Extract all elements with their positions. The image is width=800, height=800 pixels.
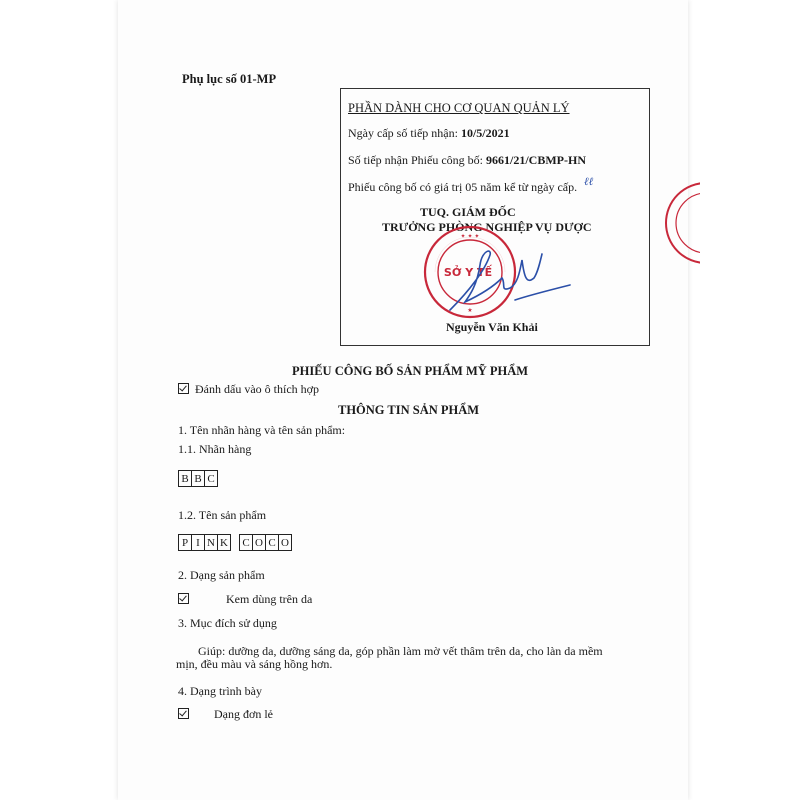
presentation-form-row xyxy=(178,707,273,722)
svg-text:★: ★ xyxy=(467,307,473,314)
product-letter: C xyxy=(239,534,253,551)
signer-title-2: TRƯỞNG PHÒNG NGHIỆP VỤ DƯỢC xyxy=(382,220,592,234)
checkbox-checked-icon xyxy=(178,383,189,394)
product-letter: O xyxy=(278,534,292,551)
product-letter: N xyxy=(204,534,218,551)
form-title: PHIẾU CÔNG BỐ SẢN PHẨM MỸ PHẨM xyxy=(292,364,529,378)
receipt-number-label: Số tiếp nhận Phiếu công bố: xyxy=(348,153,483,167)
section-title: THÔNG TIN SẢN PHẨM xyxy=(338,403,480,417)
item2-label: 2. Dạng sản phẩm xyxy=(178,568,265,582)
receipt-number-value: 9661/21/CBMP-HN xyxy=(486,153,586,167)
product-letter-boxes xyxy=(178,534,291,551)
signer-title-1: TUQ. GIÁM ĐỐC xyxy=(420,205,516,219)
checkbox-checked-icon xyxy=(178,593,189,604)
purpose-line-2: mịn, đều màu và sáng hồng hơn. xyxy=(176,657,333,671)
stamp-center-text: SỞ Y TẾ xyxy=(443,266,493,279)
item3-label: 3. Mục đích sử dụng xyxy=(178,616,277,630)
initials-mark: ℓℓ xyxy=(584,176,594,188)
purpose-line-1: Giúp: dưỡng da, dưỡng sáng da, góp phần làm mờ vết thâm trên da, cho làn da mềm xyxy=(198,644,603,658)
receipt-number-row xyxy=(348,153,586,168)
brand-letter: C xyxy=(204,470,218,487)
check-instruction-row xyxy=(178,382,319,397)
product-letter: K xyxy=(217,534,231,551)
product-form-text: Kem dùng trên da xyxy=(226,592,313,606)
check-instruction-text: Đánh dấu vào ô thích hợp xyxy=(195,382,319,396)
svg-text:✦ ✦ ✦: ✦ ✦ ✦ xyxy=(460,233,480,240)
item1-label: 1. Tên nhãn hàng và tên sản phẩm: xyxy=(178,423,346,437)
product-letter: O xyxy=(252,534,266,551)
appendix-label: Phụ lục số 01-MP xyxy=(182,72,277,86)
brand-letter: B xyxy=(191,470,205,487)
authority-heading: PHẦN DÀNH CHO CƠ QUAN QUẢN LÝ xyxy=(348,101,570,115)
signature xyxy=(430,240,580,320)
item1-2-label: 1.2. Tên sản phẩm xyxy=(178,508,267,522)
product-letter: I xyxy=(191,534,205,551)
validity-text: Phiếu công bố có giá trị 05 năm kể từ ngày cấp. xyxy=(348,180,578,194)
presentation-form-text: Dạng đơn lẻ xyxy=(214,707,273,721)
edge-stamp-fragment xyxy=(664,178,700,268)
brand-letter: B xyxy=(178,470,192,487)
checkbox-checked-icon xyxy=(178,708,189,719)
product-letter: P xyxy=(178,534,192,551)
signer-name: Nguyễn Văn Khải xyxy=(446,320,538,334)
product-form-row xyxy=(178,592,312,607)
product-letter: C xyxy=(265,534,279,551)
brand-letter-boxes xyxy=(178,470,217,487)
receipt-date-value: 10/5/2021 xyxy=(460,126,510,140)
item1-1-label: 1.1. Nhãn hàng xyxy=(178,442,252,456)
receipt-date-row xyxy=(348,126,510,141)
item4-label: 4. Dạng trình bày xyxy=(178,684,262,698)
receipt-date-label: Ngày cấp số tiếp nhận: xyxy=(348,126,458,140)
